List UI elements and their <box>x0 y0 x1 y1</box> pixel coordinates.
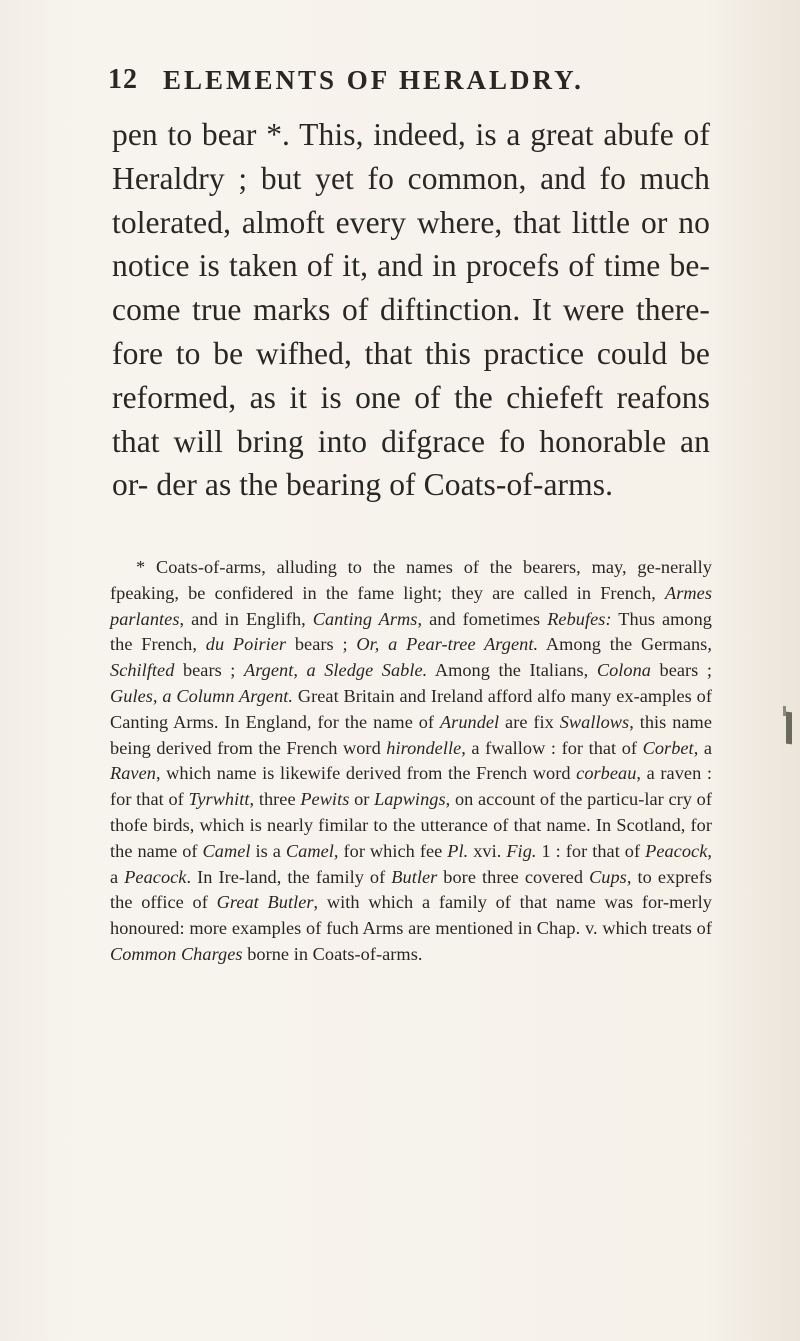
footnote-text: , and in Englifh, <box>179 608 313 629</box>
footnote-italic-text: Gules, a Column Argent. <box>110 685 294 706</box>
footnote-italic-text: Camel <box>202 840 251 861</box>
footnote-text: Among the Italians, <box>427 660 597 681</box>
footnote-text: is a <box>250 840 286 861</box>
footnote-italic-text: Camel <box>285 840 334 861</box>
footnote-text: bore three covered <box>437 866 590 887</box>
footnote-text: Among the Germans, <box>538 634 712 655</box>
footnote-italic-text: hirondelle <box>386 737 462 758</box>
footnote-text: 1 : for that of <box>536 840 646 861</box>
footnote-text: , on account of the particu-lar cry of thofe birds, which is nearly fimilar to the utterance of that name. In Scotland, for the name of <box>110 789 712 861</box>
text-line: reformed, as it is one of the chiefeft reafons <box>112 379 710 415</box>
footnote-italic-text: Butler <box>391 866 438 887</box>
text-line: der as the bearing of Coats-of-arms. <box>156 467 614 503</box>
main-paragraph <box>112 113 710 507</box>
footnote-italic-text: corbeau <box>576 763 637 784</box>
footnote-italic-text: Pl. <box>447 840 469 861</box>
footnote-italic-text: Argent, a Sledge Sable. <box>243 660 428 681</box>
footnote-italic-text: Swallows <box>559 711 630 732</box>
footnote-text: , a raven : for that of <box>110 763 713 810</box>
footnote-text: . In Ire-land, the family of <box>186 866 392 887</box>
footnote-italic-text: Peacock <box>645 840 708 861</box>
page-header <box>108 64 718 104</box>
footnote-text: , and fometimes <box>417 608 548 629</box>
text-line: fore to be wifhed, that this practice could be <box>112 335 710 371</box>
footnote-text: , a <box>693 737 713 758</box>
footnote <box>110 555 712 968</box>
footnote-italic-text: Fig. <box>506 840 537 861</box>
text-line: that will bring into difgrace fo honorable an or- <box>112 423 710 503</box>
footnote-text: , to exprefs the office of <box>110 866 712 913</box>
footnote-paragraph <box>110 555 712 968</box>
running-title: ELEMENTS OF HERALDRY. <box>163 65 584 95</box>
footnote-italic-text: du Poirier <box>205 634 287 655</box>
footnote-text: Thus among the French, <box>110 608 712 655</box>
text-line: tolerated, almoft every where, that little or no <box>112 204 710 240</box>
footnote-italic-text: Lapwings <box>374 789 446 810</box>
footnote-italic-text: Or, a Pear-tree Argent. <box>356 634 539 655</box>
footnote-italic-text: Common Charges <box>110 943 243 964</box>
footnote-text: are fix <box>499 711 560 732</box>
footnote-text: , which name is likewife derived from the French word <box>155 763 577 784</box>
footnote-text: , a fwallow : for that of <box>461 737 643 758</box>
main-text <box>112 113 710 507</box>
page-number: 12 <box>108 64 138 95</box>
footnote-italic-text: Pewits <box>300 789 350 810</box>
footnote-text: bears ; <box>650 660 712 681</box>
footnote-text: xvi. <box>468 840 507 861</box>
footnote-italic-text: Rebufes: <box>547 608 612 629</box>
footnote-italic-text: Canting Arms <box>312 608 418 629</box>
text-line: pen to bear *. This, indeed, is a great abufe <box>112 117 674 152</box>
page-edge-mark <box>786 712 792 745</box>
footnote-text: , for which fee <box>333 840 448 861</box>
footnote-italic-text: Schilfted <box>110 660 175 681</box>
footnote-italic-text: Cups <box>589 866 627 887</box>
footnote-text: , this name being derived from the French word <box>110 711 712 758</box>
footnote-text: bears ; <box>286 634 357 655</box>
footnote-italic-text: Raven <box>110 763 156 784</box>
footnote-text: borne in Coats-of-arms. <box>242 943 423 964</box>
footnote-italic-text: Armes parlantes <box>110 582 712 629</box>
footnote-italic-text: Peacock <box>124 866 187 887</box>
footnote-text: , three <box>249 789 301 810</box>
footnote-text: Great Britain and Ireland afford alfo many ex-amples of Canting Arms. In England, for the name of <box>110 685 712 732</box>
footnote-italic-text: Arundel <box>439 711 500 732</box>
footnote-italic-text: Corbet <box>642 737 694 758</box>
text-line: of Heraldry ; but yet fo common, and fo much <box>112 117 710 196</box>
footnote-italic-text: Colona <box>596 660 651 681</box>
footnote-italic-text: Great Butler <box>216 892 314 913</box>
page-edge-mark <box>783 706 786 716</box>
text-line: notice is taken of it, and in procefs of time be- <box>112 248 710 284</box>
footnote-text: or <box>349 789 375 810</box>
footnote-text: bears ; <box>174 660 244 681</box>
footnote-text: , with which a family of that name was for-merly honoured: more examples of fuch Arms are mentioned in Chap. v. which treats of <box>110 892 712 939</box>
text-line: come true marks of diftinction. It were there- <box>112 292 710 328</box>
footnote-text: , a <box>110 840 712 887</box>
footnote-italic-text: Tyrwhitt <box>188 789 250 810</box>
footnote-text: * Coats-of-arms, alluding to the names of the bearers, may, ge-nerally fpeaking, be confidered in the fame light; they are called in French, <box>110 557 712 603</box>
